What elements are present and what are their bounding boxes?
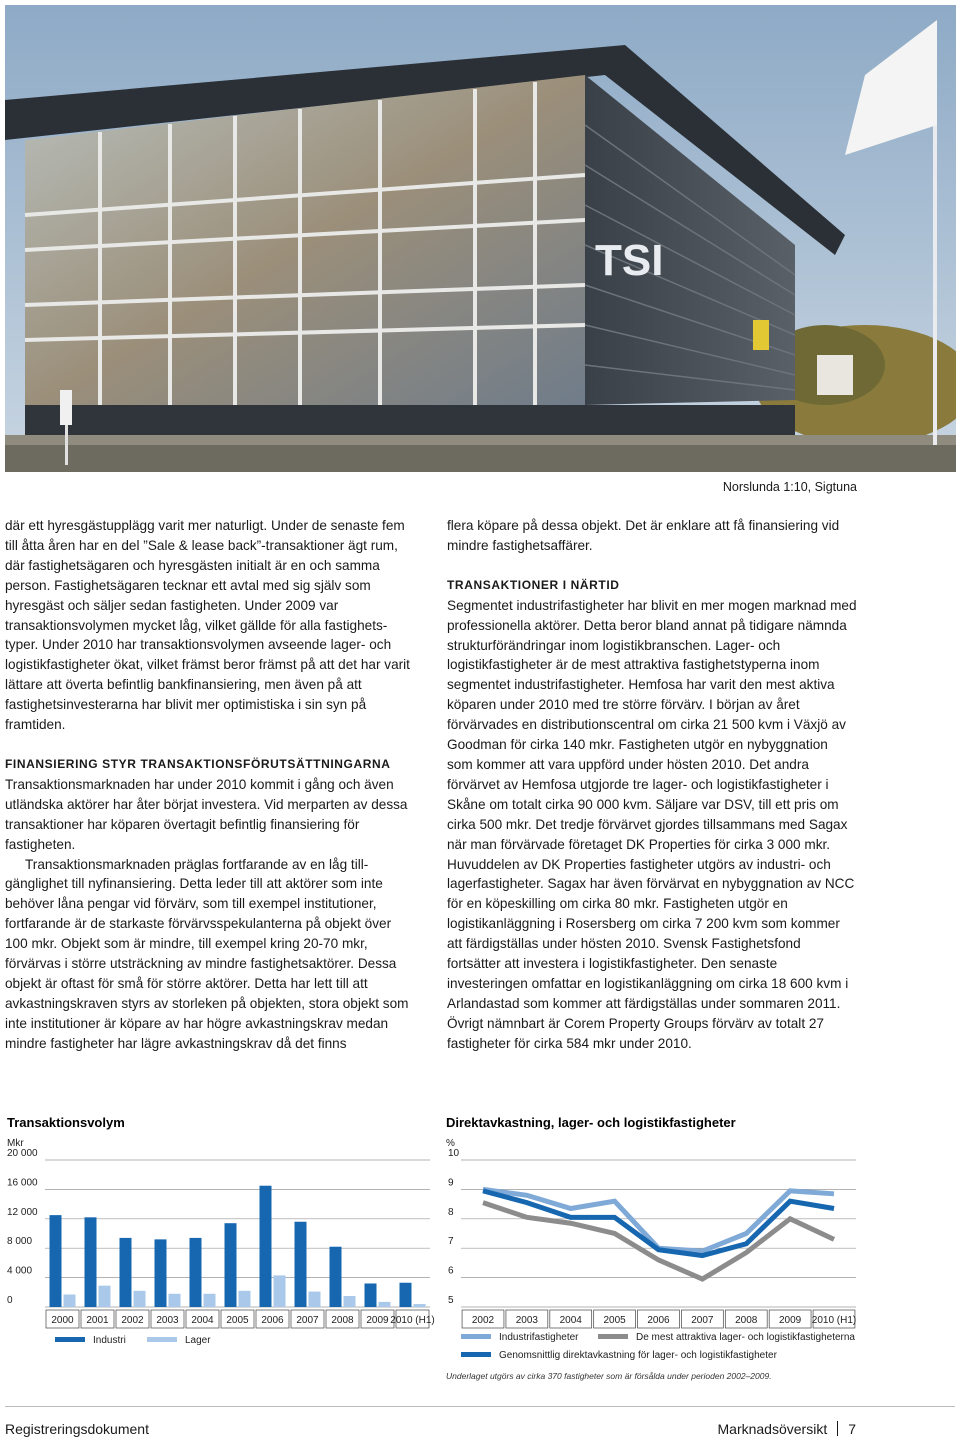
legend-label: Lager: [185, 1335, 211, 1346]
footer-rule: [5, 1406, 955, 1407]
footer-section: [718, 1421, 857, 1437]
y-tick-label: 9: [448, 1177, 454, 1189]
bar-lager: [379, 1302, 391, 1307]
footer-separator: [837, 1421, 838, 1436]
y-tick-label: 5: [448, 1295, 454, 1306]
y-tick-label: 4 000: [7, 1265, 33, 1277]
bar-industri: [365, 1283, 377, 1307]
bar-lager: [64, 1295, 76, 1307]
chart-source-note: Underlaget utgörs av cirka 370 fastigheter som är försålda under perioden 2002–2009.: [446, 1371, 772, 1381]
x-tick-label: 2002: [121, 1315, 144, 1326]
svg-text:TSI: TSI: [595, 236, 664, 285]
section-heading: TRANSAKTIONER I NÄRTID: [447, 577, 620, 592]
legend-label: Industrifastigheter: [499, 1332, 579, 1343]
bar-industri: [155, 1239, 167, 1307]
y-tick-label: 12 000: [7, 1206, 38, 1218]
x-tick-label: 2003: [515, 1315, 538, 1326]
bar-lager: [414, 1304, 426, 1307]
legend-label: De mest attraktiva lager- och logistikfastigheterna: [636, 1332, 855, 1343]
series-line-1: [483, 1203, 834, 1279]
y-tick-label: 0: [7, 1295, 13, 1306]
right-text-column: [447, 516, 857, 1054]
bar-lager: [274, 1275, 286, 1307]
footer-document-name: Registreringsdokument: [5, 1421, 149, 1437]
x-tick-label: 2005: [226, 1315, 249, 1326]
y-tick-label: 10: [448, 1148, 460, 1159]
x-tick-label: 2008: [735, 1315, 758, 1326]
y-tick-label: 6: [448, 1265, 454, 1277]
legend-swatch: [598, 1334, 628, 1339]
body-paragraph: Transaktionsmarknaden präglas fortfarande av en låg tillgänglighet till nyfinansiering. Detta leder till att aktörer som inte behöver låna pengar vid förvärv, som till exempel institutioner, fortfarande är de starkaste förvärvsspekulanterna på objekt över 100 mkr. Objekt som är mindre, till exempel kring 20-70 mkr, förvärvas i större utsträckning av mindre fastighetsaktörer. Dessa objekt är oftast för små för större aktörer. Detta har lett till att avkastningskraven styrs av storleken på objekten, stora objekt som inte institutioner är köpare av har högre avkastningskrav medan mindre fastigheter har lägre avkastningskrav då det finns: [5, 856, 409, 1051]
bar-lager: [204, 1294, 216, 1307]
body-paragraph: där ett hyresgästupplägg varit mer naturligt. Under de senaste fem till åtta åren har en del ”Sale & lease back”-transaktioner ägt rum, där fastighetsägaren och hyresgästen initialt är en och samma person. Fastighetsägaren tecknar ett avtal med sig själv som hyresgäst och säljer sedan fastigheten. Under 2009 var transaktionsvolymen mycket låg, vilket gällde för alla fastighetstyper. Under 2010 har transaktionsvolymen avseende lager- och logistikfastigheter ökat, vilket främst beror främst på att det har varit lättare att överta befintlig bankfinansiering, men även på att fastighetsinvesterarna har blivit mer optimistiska i sin syn på framtiden.: [5, 518, 410, 733]
bar-industri: [50, 1215, 62, 1307]
x-tick-label: 2007: [296, 1315, 319, 1326]
yield-chart: [446, 1112, 876, 1362]
bar-lager: [309, 1292, 321, 1307]
legend-label: Industri: [93, 1335, 126, 1346]
bar-industri: [400, 1283, 412, 1307]
y-tick-label: 8 000: [7, 1236, 33, 1248]
bar-industri: [295, 1222, 307, 1307]
x-tick-label: 2007: [691, 1315, 714, 1326]
x-tick-label: 2008: [331, 1315, 354, 1326]
bar-industri: [260, 1186, 272, 1307]
bar-industri: [330, 1247, 342, 1307]
x-tick-label: 2005: [603, 1315, 626, 1326]
x-tick-label: 2010 (H1): [811, 1315, 857, 1326]
x-tick-label: 2002: [471, 1315, 495, 1326]
body-paragraph: Segmentet industrifastigheter har blivit en mer mogen marknad med professionella aktörer. Detta beror bland annat på tidigare nämnda strukturförändringar inom logistikbranschen. Lager- och logistikfastigheter är de mest attraktiva fastighetstyperna inom segmentet industrifastigheter. Hemfosa har varit den mest aktiva köparen under 2010 med tre större förvärv. I början av året förvärvades en distributionscentral om cirka 21 500 kvm i Växjö av Goodman för cirka 140 mkr. Fastigheten utgör en nybyggnation som kommer att vara uppförd under hösten 2010. Det andra förvärvet av Hemfosa utgjorde tre lager- och logistikfastigheter i Skåne om totalt cirka 90 000 kvm. Säljare var DSV, till ett pris om cirka 500 mkr. Det tredje förvärvet gjordes tillsammans med Sagax när man förvärvade företaget DK Properties för cirka 3 000 mkr. Huvuddelen av DK Properties fastigheter utgörs av industri- och lagerfastigheter. Sagax har även förvärvat en nybyggnation av NCC för en köpeskilling om cirka 80 mkr. Fastigheten utgör en logistikanläggning i Rosersberg om cirka 7 200 kvm som kommer att färdigställas under hösten 2010. Svensk Fastighetsfond fortsätter att investera i logistikfastigheter. Den senaste investeringen omfattar en logistikanläggning om cirka 18 600 kvm i Arlandastad som kommer att färdigställas under sommaren 2011. Övrigt nämnbart är Corem Property Groups förvärv av totalt 27 fastigheter för cirka 584 mkr under 2010.: [447, 597, 857, 1051]
x-tick-label: 2009: [779, 1315, 802, 1326]
body-paragraph: flera köpare på dessa objekt. Det är enklare att få finansiering vid mindre fastighetsaffärer.: [447, 518, 840, 553]
y-axis-unit: Mkr: [7, 1138, 24, 1149]
x-tick-label: 2001: [86, 1315, 109, 1326]
x-tick-label: 2004: [191, 1315, 214, 1326]
page-number: 7: [848, 1421, 856, 1437]
y-axis-unit: %: [446, 1138, 455, 1149]
footer-section-name: Marknadsöversikt: [717, 1421, 828, 1437]
body-paragraph: Transaktionsmarknaden har under 2010 kommit i gång och även utländska aktörer har åter börjat investera. Vid merparten av dessa transaktioner har köparen övertagit befintlig finansiering för fastigheten.: [5, 776, 408, 852]
left-text-column: [5, 516, 415, 1054]
y-tick-label: 7: [448, 1236, 454, 1248]
x-tick-label: 2006: [261, 1315, 284, 1326]
building-photo: [5, 5, 956, 472]
bar-industri: [225, 1223, 237, 1307]
legend-swatch: [55, 1337, 85, 1342]
bar-lager: [169, 1294, 181, 1307]
yield-svg: [446, 1112, 876, 1362]
x-tick-label: 2000: [51, 1315, 74, 1326]
bar-lager: [344, 1296, 356, 1307]
y-tick-label: 16 000: [7, 1177, 38, 1189]
legend-swatch: [461, 1334, 491, 1339]
y-tick-label: 20 000: [7, 1148, 38, 1159]
x-tick-label: 2003: [156, 1315, 179, 1326]
legend-swatch: [461, 1352, 491, 1357]
legend-label: Genomsnittlig direktavkastning för lager- och logistikfastigheter: [499, 1350, 777, 1361]
section-heading: FINANSIERING STYR TRANSAKTIONSFÖRUTSÄTTNINGARNA: [5, 756, 391, 771]
bar-lager: [239, 1291, 251, 1307]
bar-lager: [99, 1286, 111, 1307]
bar-industri: [120, 1238, 132, 1307]
bar-lager: [134, 1291, 146, 1307]
transaction-volume-svg: [5, 1112, 435, 1352]
x-tick-label: 2004: [559, 1315, 582, 1326]
bar-industri: [190, 1238, 202, 1307]
y-tick-label: 8: [448, 1206, 454, 1218]
photo-caption: Norslunda 1:10, Sigtuna: [722, 480, 857, 494]
chart-title: Transaktionsvolym: [7, 1115, 125, 1130]
bar-industri: [85, 1217, 97, 1307]
x-tick-label: 2010 (H1): [390, 1315, 435, 1326]
x-tick-label: 2009: [366, 1315, 389, 1326]
legend-swatch: [147, 1337, 177, 1342]
chart-title: Direktavkastning, lager- och logistikfastigheter: [446, 1115, 736, 1130]
transaction-volume-chart: [5, 1112, 435, 1352]
x-tick-label: 2006: [647, 1315, 670, 1326]
